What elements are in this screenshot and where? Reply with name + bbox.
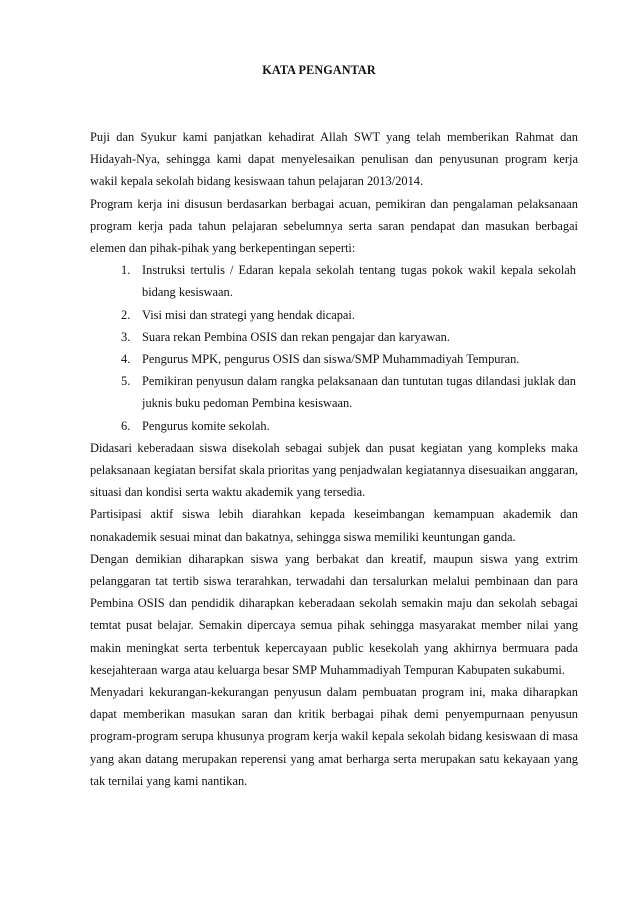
list-item-text: Suara rekan Pembina OSIS dan rekan pengajar dan karyawan. [142, 329, 450, 344]
list-item [90, 304, 578, 326]
list-item [90, 370, 578, 414]
paragraph-basis: Program kerja ini disusun berdasarkan berbagai acuan, pemikiran dan pengalaman pelaksanaan program kerja pada tahun pelajaran sebelumnya serta saran pendapat dan masukan berbagai elemen dan pihak-pihak yang berkepentingan seperti: [90, 196, 578, 256]
list-item [90, 348, 578, 370]
list-item [90, 326, 578, 348]
list-item-number: 3. [121, 329, 131, 344]
list-item [90, 259, 578, 303]
list-item-number: 4. [121, 352, 131, 367]
source-list [90, 259, 578, 437]
list-item-text: Pengurus komite sekolah. [142, 418, 270, 433]
page-title: KATA PENGANTAR [262, 63, 376, 77]
paragraph-opening: Puji dan Syukur kami panjatkan kehadirat Allah SWT yang telah memberikan Rahmat dan Hidayah-Nya, sehingga kami dapat menyelesaikan penulisan dan penyusunan program kerja wakil kepala sekolah bidang kesiswaan tahun pelajaran 2013/2014. [90, 130, 578, 189]
list-item-number: 2. [121, 307, 131, 322]
paragraph-student-context: Didasari keberadaan siswa disekolah sebagai subjek dan pusat kegiatan yang kompleks maka pelaksanaan kegiatan bersifat skala prioritas yang penjadwalan kegiatannya disesuaikan anggaran, situasi dan kondisi serta waktu akademik yang tersedia. [90, 440, 578, 500]
list-item-number: 6. [121, 418, 131, 433]
list-item-number: 5. [121, 374, 131, 389]
paragraph-participation: Partisipasi aktif siswa lebih diarahkan kepada keseimbangan kemampuan akademik dan nonakademik sesuai minat dan bakatnya, sehingga siswa memiliki keuntungan ganda. [90, 507, 578, 544]
list-item-text: Instruksi tertulis / Edaran kepala sekolah tentang tugas pokok wakil kepala sekolah bidang kesiswaan. [142, 263, 576, 300]
list-item [90, 415, 578, 437]
document-body [90, 126, 578, 792]
list-item-number: 1. [121, 263, 131, 278]
list-item-text: Pengurus MPK, pengurus OSIS dan siswa/SMP Muhammadiyah Tempuran. [142, 352, 520, 367]
list-item-text: Visi misi dan strategi yang hendak dicapai. [142, 307, 355, 322]
paragraph-expectation: Dengan demikian diharapkan siswa yang berbakat dan kreatif, maupun siswa yang extrim pelanggaran tat tertib siswa terarahkan, terwadahi dan tersalurkan melalui pembinaan dan para Pembina OSIS dan pendidik diharapkan keberadaan sekolah semakin maju dan sekolah sebagai temtat pusat belajar. Semakin dipercaya semua pihak sehingga masyarakat member nilai yang makin meningkat serta terbentuk kepercayaan public kesekolah yang akhirnya bermuara pada kesejahteraan warga atau keluarga besar SMP Muhammadiyah Tempuran Kabupaten sukabumi. [90, 551, 578, 677]
paragraph-closing: Menyadari kekurangan-kekurangan penyusun dalam pembuatan program ini, maka diharapkan dapat memberikan masukan saran dan kritik berbagai pihak demi penyempurnaan penyusun program-program serupa khusunya program kerja wakil kepala sekolah bidang kesiswaan di masa yang akan datang merupakan reperensi yang amat berharga serta merupakan satu kekayaan yang tak ternilai yang kami nantikan. [90, 685, 578, 788]
list-item-text: Pemikiran penyusun dalam rangka pelaksanaan dan tuntutan tugas dilandasi juklak dan juknis buku pedoman Pembina kesiswaan. [142, 374, 576, 411]
